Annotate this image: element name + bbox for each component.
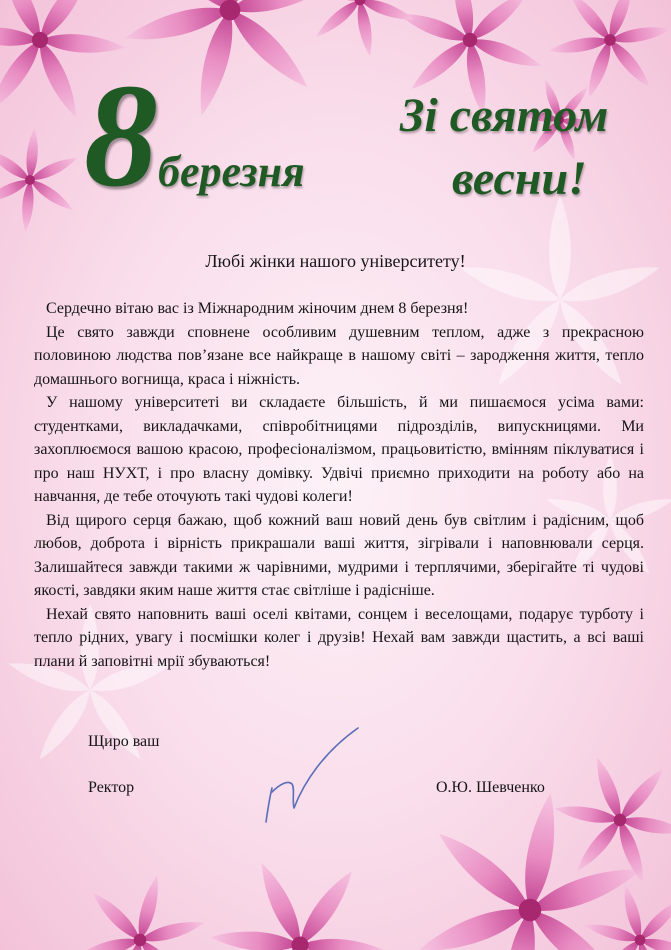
letter-paragraph: Нехай свято наповнить ваші оселі квітами, сонцем і веселощами, подарує турботу і тепло рідних, увагу і посмішки колег і друзів! Нехай вам завжди щастить, а всі ваші плани й заповітні мрії збуваються! [34,605,644,670]
letter-paragraph: Це свято завжди сповнене особливим душевним теплом, адже з прекрасною половиною людства пов’язане все найкраще в нашому світі – зародження життя, тепло домашнього вогнища, краса і ніжність. [34,323,644,388]
heading-number: 8 [84,54,158,218]
letter-greeting: Любі жінки нашого університету! [205,251,466,271]
letter-body [34,297,644,673]
signatory-name: О.Ю. Шевченко [436,779,545,796]
handwritten-signature [258,722,368,832]
slogan-line-1: Зі святом [400,89,609,142]
letter-paragraph: Від щирого серця бажаю, щоб кожний ваш новий день був світлим і радісним, щоб любов, доброта і вірність прикрашали ваші життя, зігрівали і наповнювали серця. Залишайтеся завжди такими ж чарівними, мудрими і терплячими, зберігайте ті чудові якості, завдяки яким наше життя стає світліше і радісніше. [34,511,644,599]
letter-paragraph: У нашому університеті ви складаєте більшість, й ми пишаємося усіма вами: студентками, викладачками, співробітницями підрозділів, випускницями. Ми захоплюємося вашою красою, професіоналізмом, працьовитістю, вмінням піклуватися і про наш НУХТ, і про власну домівку. Удвічі приємно приходити на роботу або на навчання, де тебе оточують такі чудові колеги! [34,394,644,505]
signature-closing: Щиро ваш [88,733,160,750]
heading-month: березня [158,147,305,196]
letter-paragraph: Сердечно вітаю вас із Міжнародним жіночим днем 8 березня! [46,300,469,317]
signatory-title: Ректор [88,779,135,796]
slogan-line-2: весни! [452,152,587,205]
